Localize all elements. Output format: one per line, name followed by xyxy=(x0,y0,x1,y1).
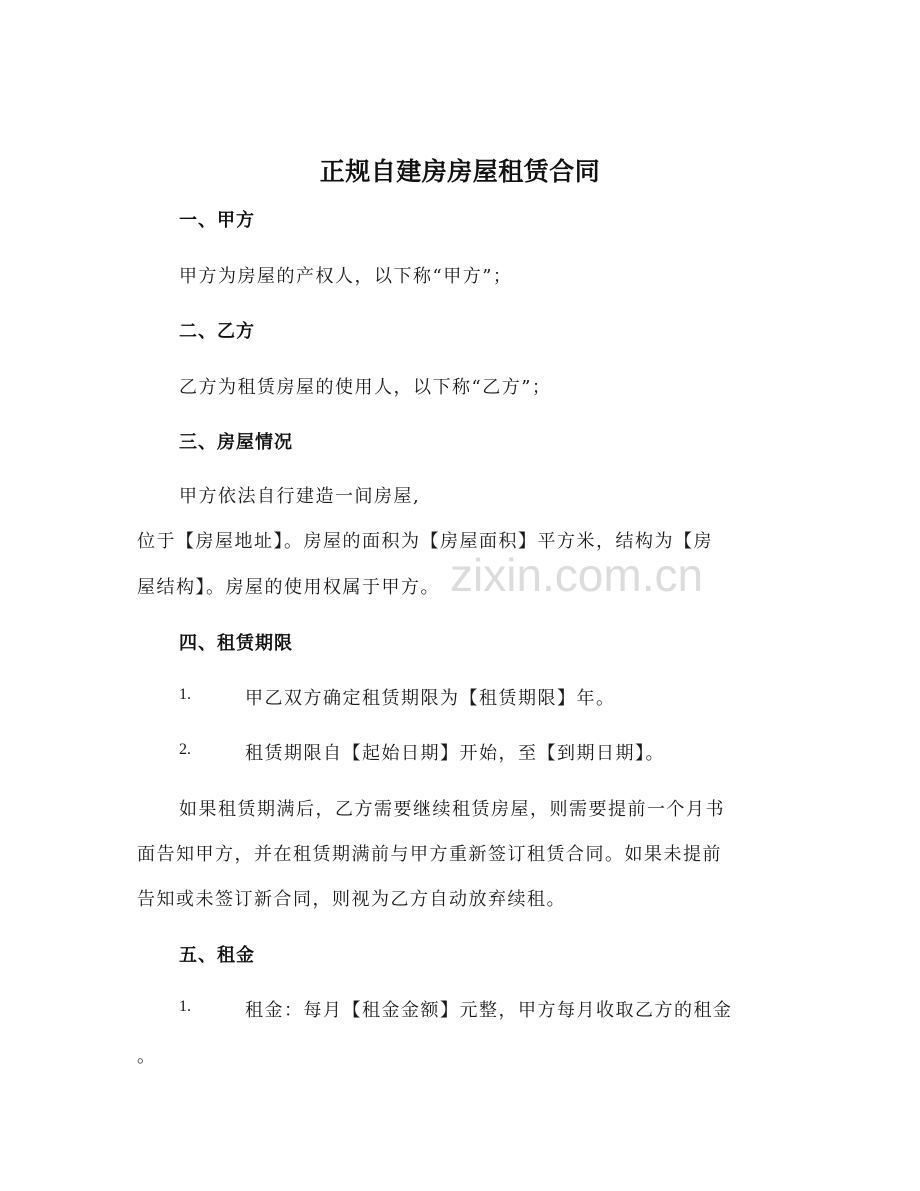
section-heading-party-b: 二、乙方 xyxy=(179,321,255,342)
document-title: 正规自建房房屋租赁合同 xyxy=(319,157,601,186)
watermark: zixin.com.cn xyxy=(450,549,704,601)
renewal-text-line-2: 面告知甲方，并在租赁期满前与甲方重新签订租赁合同。如果未提前 xyxy=(137,844,722,865)
section-heading-rent: 五、租金 xyxy=(179,945,255,966)
party-b-text: 乙方为租赁房屋的使用人，以下称“乙方”； xyxy=(179,377,552,398)
list-number: 1. xyxy=(179,686,191,703)
list-number: 2. xyxy=(179,741,191,758)
list-number: 1. xyxy=(179,998,191,1015)
lease-term-item-2: 租赁期限自【起始日期】开始，至【到期日期】。 xyxy=(245,743,665,764)
rent-item-1-continued: 。 xyxy=(137,1046,157,1067)
renewal-text-line-3: 告知或未签订新合同，则视为乙方自动放弃续租。 xyxy=(137,889,566,910)
property-text-line-3: 屋结构】。房屋的使用权属于甲方。 xyxy=(137,577,440,598)
party-a-text: 甲方为房屋的产权人，以下称“甲方”； xyxy=(179,266,513,287)
property-text-line-1: 甲方依法自行建造一间房屋, xyxy=(179,486,421,507)
section-heading-party-a: 一、甲方 xyxy=(179,210,255,231)
property-text-line-2: 位于【房屋地址】。房屋的面积为【房屋面积】平方米，结构为【房 xyxy=(137,531,713,552)
section-heading-lease-term: 四、租赁期限 xyxy=(179,633,293,654)
rent-item-1: 租金：每月【租金金额】元整，甲方每月收取乙方的租金 xyxy=(245,1000,733,1021)
section-heading-property: 三、房屋情况 xyxy=(179,432,293,453)
renewal-text-line-1: 如果租赁期满后，乙方需要继续租赁房屋，则需要提前一个月书 xyxy=(179,799,725,820)
lease-term-item-1: 甲乙双方确定租赁期限为【租赁期限】年。 xyxy=(245,688,616,709)
